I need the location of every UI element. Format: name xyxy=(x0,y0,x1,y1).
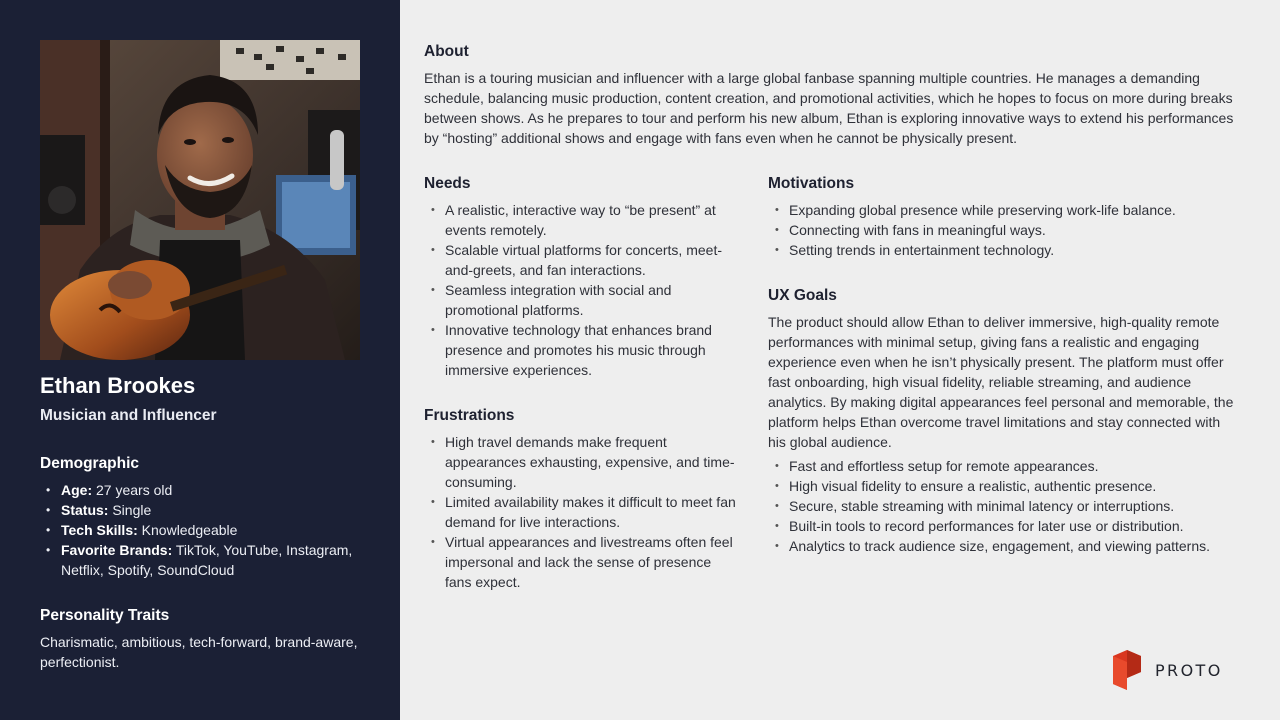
demographic-label: Status: xyxy=(61,502,109,518)
logo-wordmark: PROTO xyxy=(1155,660,1223,680)
demographic-heading: Demographic xyxy=(40,455,140,472)
demographic-value: Single xyxy=(112,502,152,518)
list-item: • Expanding global presence while preserving work-life balance. xyxy=(768,200,1246,220)
persona-name: Ethan Brookes xyxy=(40,373,196,398)
demographic-item-age xyxy=(40,480,360,500)
ux-goals-text: The product should allow Ethan to deliver immersive, high-quality remote performances with minimal setup, giving fans a realistic and engaging experience even when he isn’t physically present. The platform must offer fast onboarding, high visual fidelity, reliable streaming, and audience analytics. By making digital appearances feel personal and memorable, the platform helps Ethan overcome travel limitations and stay connected with his global audience. xyxy=(768,314,1234,450)
demographic-value: 27 years old xyxy=(96,482,173,498)
demographic-label: Favorite Brands: xyxy=(61,542,173,558)
list-item: • Seamless integration with social and promotional platforms. xyxy=(424,280,736,320)
ux-goals-heading: UX Goals xyxy=(768,287,837,304)
list-item: • Connecting with fans in meaningful ways. xyxy=(768,220,1246,240)
needs-heading: Needs xyxy=(424,175,471,192)
demographic-label: Tech Skills: xyxy=(61,522,138,538)
frustrations-list xyxy=(424,432,736,592)
motivations-heading: Motivations xyxy=(768,175,855,192)
frustrations-heading: Frustrations xyxy=(424,407,515,424)
list-item: • A realistic, interactive way to “be present” at events remotely. xyxy=(424,200,736,240)
list-item: • Scalable virtual platforms for concerts, meet-and-greets, and fan interactions. xyxy=(424,240,736,280)
demographic-value: TikTok, YouTube, Instagram, Netflix, Spotify, SoundCloud xyxy=(61,542,353,578)
list-item: • Fast and effortless setup for remote appearances. xyxy=(768,456,1246,476)
demographic-label: Age: xyxy=(61,482,93,498)
list-item: • Secure, stable streaming with minimal latency or interruptions. xyxy=(768,496,1246,516)
list-item: • Built-in tools to record performances for later use or distribution. xyxy=(768,516,1246,536)
list-item: • Innovative technology that enhances brand presence and promotes his music through immersive experiences. xyxy=(424,320,736,380)
persona-sidebar xyxy=(0,0,400,720)
about-heading: About xyxy=(424,43,469,60)
demographic-list xyxy=(40,480,360,580)
list-item: • Virtual appearances and livestreams often feel impersonal and lack the sense of presence fans expect. xyxy=(424,532,736,592)
persona-role: Musician and Influencer xyxy=(40,407,217,424)
list-item: • Analytics to track audience size, engagement, and viewing patterns. xyxy=(768,536,1246,556)
personality-text: Charismatic, ambitious, tech-forward, brand-aware, perfectionist. xyxy=(40,634,358,670)
ux-goals-list xyxy=(768,456,1246,556)
about-text: Ethan is a touring musician and influencer with a large global fanbase spanning multiple countries. He manages a demanding schedule, balancing music production, content creation, and promotional activities, which he hopes to focus on more during breaks between shows. As he prepares to tour and perform his new album, Ethan is exploring innovative ways to extend his performances by “hosting” additional shows and engage with fans even when he cannot be physically present. xyxy=(424,70,1234,146)
list-item: • Setting trends in entertainment technology. xyxy=(768,240,1246,260)
demographic-item-tech-skills xyxy=(40,520,360,540)
proto-logo-icon xyxy=(1113,650,1141,690)
list-item: • High visual fidelity to ensure a realistic, authentic presence. xyxy=(768,476,1246,496)
persona-photo xyxy=(40,40,360,360)
demographic-item-favorite-brands xyxy=(40,540,360,580)
personality-heading: Personality Traits xyxy=(40,607,170,624)
list-item: • Limited availability makes it difficult to meet fan demand for live interactions. xyxy=(424,492,736,532)
proto-logo xyxy=(1113,648,1243,692)
motivations-list xyxy=(768,200,1246,260)
list-item: • High travel demands make frequent appearances exhausting, expensive, and time-consuming. xyxy=(424,432,736,492)
demographic-item-status xyxy=(40,500,360,520)
demographic-value: Knowledgeable xyxy=(141,522,238,538)
needs-list xyxy=(424,200,736,380)
persona-photo-illustration xyxy=(40,40,360,360)
